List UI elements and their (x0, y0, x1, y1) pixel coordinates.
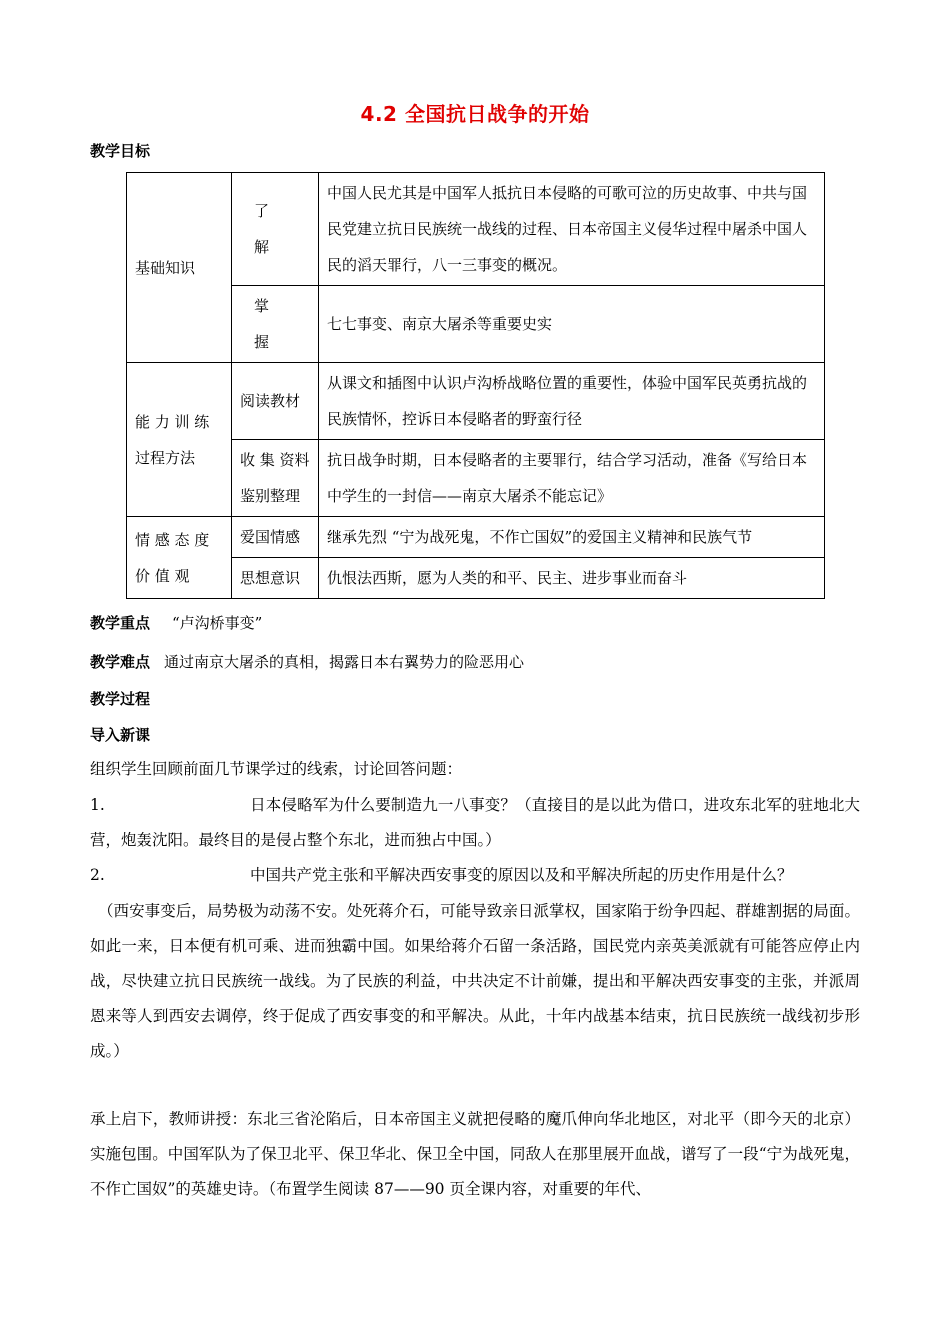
text-collect: 抗日战争时期，日本侵略者的主要罪行，结合学习活动，准备《写给日本中学生的一封信——南京大屠杀不能忘记》 (319, 440, 825, 517)
text-understand: 中国人民尤其是中国军人抵抗日本侵略的可歌可泣的历史故事、中共与国民党建立抗日民族统一战线的过程、日本帝国主义侵华过程中屠杀中国人民的滔天罪行，八一三事变的概况。 (319, 173, 825, 286)
key-point-label: 教学重点 (90, 614, 151, 632)
table-row (127, 517, 825, 558)
question-1 (90, 788, 860, 858)
question-1-number: 1. (90, 796, 105, 814)
table-row (127, 363, 825, 440)
difficulty-label: 教学难点 (90, 653, 151, 671)
label-collect: 收 集 资料鉴别整理 (232, 440, 319, 517)
label-ideology: 思想意识 (232, 558, 319, 599)
text-reading: 从课文和插图中认识卢沟桥战略位置的重要性，体验中国军民英勇抗战的民族情怀，控诉日本侵略者的野蛮行径 (319, 363, 825, 440)
table-row (127, 286, 825, 363)
table-row (127, 440, 825, 517)
difficulty-text: 通过南京大屠杀的真相，揭露日本右翼势力的险恶用心 (164, 653, 525, 671)
label-understand: 了 解 (232, 173, 319, 286)
key-point-text: “卢沟桥事变” (172, 614, 263, 632)
label-master: 掌 握 (232, 286, 319, 363)
question-2-text: 中国共产党主张和平解决西安事变的原因以及和平解决所起的历史作用是什么？ (250, 866, 793, 884)
difficulty-row (90, 651, 524, 672)
page-title: 4.2 全国抗日战争的开始 (360, 102, 590, 126)
category-ability: 能 力 训 练 过程方法 (127, 363, 232, 517)
category-emotion: 情 感 态 度 价 值 观 (127, 517, 232, 599)
label-reading: 阅读教材 (232, 363, 319, 440)
table-row (127, 558, 825, 599)
goals-table (126, 172, 825, 599)
intro-heading: 导入新课 (90, 726, 151, 744)
goals-heading: 教学目标 (90, 142, 151, 160)
text-patriot: 继承先烈 “宁为战死鬼，不作亡国奴”的爱国主义精神和民族气节 (319, 517, 825, 558)
key-point-row (90, 612, 262, 633)
text-ideology: 仇恨法西斯，愿为人类的和平、民主、进步事业而奋斗 (319, 558, 825, 599)
category-basic-knowledge: 基础知识 (127, 173, 232, 363)
question-1-text: 日本侵略军为什么要制造九一八事变？（直接目的是以此为借口，进攻东北军的驻地北大营，炮轰沈阳。最终目的是侵占整个东北，进而独占中国。） (90, 796, 860, 849)
process-heading: 教学过程 (90, 690, 151, 708)
text-master: 七七事变、南京大屠杀等重要史实 (319, 286, 825, 363)
label-patriot: 爱国情感 (232, 517, 319, 558)
transition-paragraph: 承上启下，教师讲授：东北三省沦陷后，日本帝国主义就把侵略的魔爪伸向华北地区，对北平（即今天的北京）实施包围。中国军队为了保卫北平、保卫华北、保卫全中国，同敌人在那里展开血战，谱写了一段“宁为战死鬼，不作亡国奴”的英雄史诗。（布置学生阅读 87——90 页全课内容，对重要的年代、 (90, 1110, 860, 1198)
question-2-answer: （西安事变后，局势极为动荡不安。处死蒋介石，可能导致亲日派掌权，国家陷于纷争四起、群雄割据的局面。如此一来，日本便有机可乘、进而独霸中国。如果给蒋介石留一条活路，国民党内亲英美派就有可能答应停止内战，尽快建立抗日民族统一战线。为了民族的利益，中共决定不计前嫌，提出和平解决西安事变的主张，并派周恩来等人到西安去调停，终于促成了西安事变的和平解决。从此，十年内战基本结束，抗日民族统一战线初步形成。） (90, 902, 860, 1060)
table-row (127, 173, 825, 286)
intro-text: 组织学生回顾前面几节课学过的线索，讨论回答问题： (90, 760, 463, 778)
question-2-number: 2. (90, 866, 105, 884)
question-2 (90, 858, 860, 893)
